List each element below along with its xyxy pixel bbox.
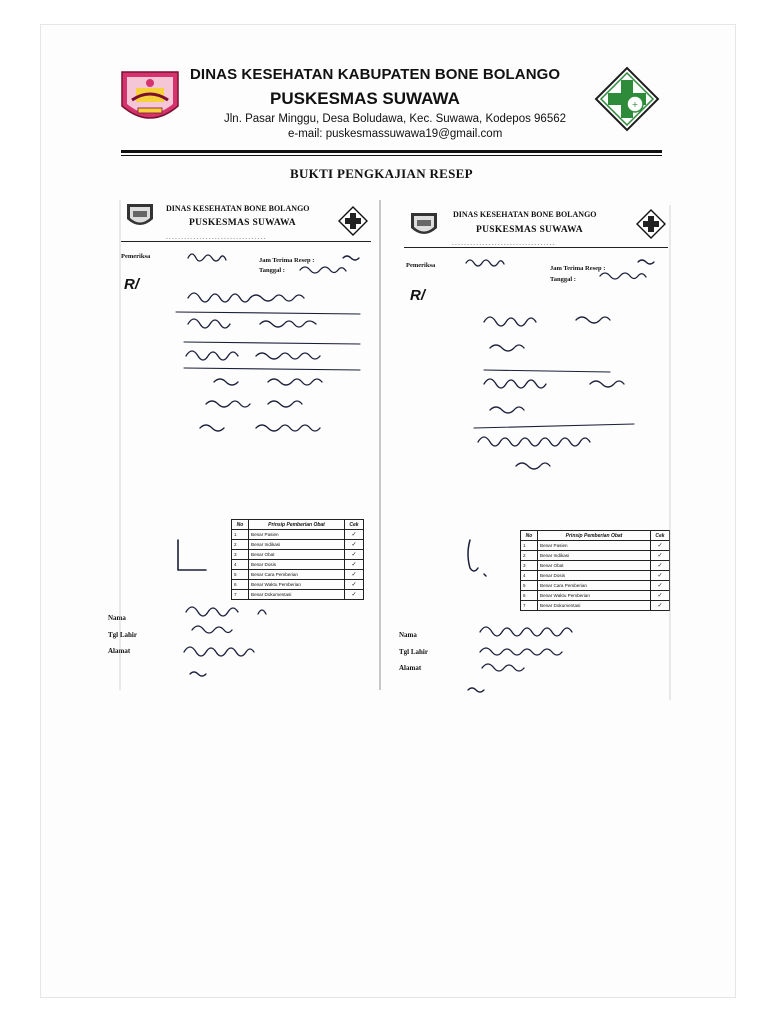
handwritten-rx-line <box>188 293 304 302</box>
rx-symbol: R/ <box>124 276 139 293</box>
slip-address-fine-print: - - - - - - - - - - - - - - - - - - - - - - - - - - - - - - - - - - <box>452 242 555 248</box>
col-principle: Prinsip Pemberian Obat <box>249 520 345 530</box>
label-alamat: Alamat <box>108 647 131 655</box>
table-row: 7 Benar Dokumentasi ✓ <box>521 601 670 611</box>
col-no: No <box>521 531 538 541</box>
check-mark: ✓ <box>345 590 364 600</box>
handwritten-signature <box>468 540 486 576</box>
slip-agency: DINAS KESEHATAN BONE BOLANGO <box>453 210 597 219</box>
handwritten-rx-line <box>186 351 320 360</box>
check-mark: ✓ <box>651 541 670 551</box>
address: Jln. Pasar Minggu, Desa Boludawa, Kec. Suwawa, Kodepos 96562 <box>224 113 567 125</box>
handwritten-examiner <box>188 254 226 261</box>
handwritten-time <box>343 256 359 260</box>
label-tanggal: Tanggal : <box>550 276 576 283</box>
table-row: 6 Benar Waktu Pemberian ✓ <box>521 591 670 601</box>
table-row: 3 Benar Obat ✓ <box>521 561 670 571</box>
table-row: 1 Benar Pasien ✓ <box>232 530 364 540</box>
label-pemeriksa: Pemeriksa <box>406 262 436 269</box>
check-mark: ✓ <box>651 591 670 601</box>
label-tanggal: Tanggal : <box>259 267 285 274</box>
handwritten-rx-line <box>484 317 610 326</box>
document-title: BUKTI PENGKAJIAN RESEP <box>290 166 473 181</box>
handwritten-rx-line <box>206 401 302 407</box>
handwritten-date <box>300 267 346 273</box>
handwritten-rx-line <box>188 319 316 328</box>
handwritten-patient-name <box>186 607 266 616</box>
label-tgl-lahir: Tgl Lahir <box>399 648 428 656</box>
table-row: 4 Benar Dosis ✓ <box>232 560 364 570</box>
handwritten-signature <box>178 540 206 570</box>
check-mark: ✓ <box>651 601 670 611</box>
table-row: 5 Benar Cara Pemberian ✓ <box>232 570 364 580</box>
handwritten-rx-line <box>484 379 624 388</box>
handwritten-examiner <box>466 260 504 266</box>
check-mark: ✓ <box>345 560 364 570</box>
check-mark: ✓ <box>651 581 670 591</box>
handwritten-date <box>600 273 646 279</box>
table-row: 2 Benar Indikasi ✓ <box>521 551 670 561</box>
handwritten-rx-line <box>490 345 524 351</box>
col-principle: Prinsip Pemberian Obat <box>538 531 651 541</box>
handwritten-rx-line <box>214 379 322 385</box>
check-mark: ✓ <box>651 551 670 561</box>
rx-symbol: R/ <box>410 287 425 304</box>
label-tgl-lahir: Tgl Lahir <box>108 631 137 639</box>
handwritten-birth-date <box>192 626 232 633</box>
check-mark: ✓ <box>651 561 670 571</box>
slip-address-fine-print: - - - - - - - - - - - - - - - - - - - - - - - - - - - - - - - - - <box>166 236 266 242</box>
label-jam-terima: Jam Terima Resep : <box>259 257 315 264</box>
facility-name: PUSKESMAS SUWAWA <box>270 89 460 108</box>
handwritten-time <box>638 260 654 264</box>
handwritten-time-note <box>468 688 484 692</box>
col-check: Cek <box>651 531 670 541</box>
email: e-mail: puskesmassuwawa19@gmail.com <box>288 128 503 140</box>
check-mark: ✓ <box>345 580 364 590</box>
slip-agency: DINAS KESEHATAN BONE BOLANGO <box>166 204 310 213</box>
label-nama: Nama <box>399 631 417 639</box>
table-row: 5 Benar Cara Pemberian ✓ <box>521 581 670 591</box>
table-row: 2 Benar Indikasi ✓ <box>232 540 364 550</box>
table-row: 1 Benar Pasien ✓ <box>521 541 670 551</box>
col-check: Cek <box>345 520 364 530</box>
handwritten-address <box>482 664 524 671</box>
table-row: 4 Benar Dosis ✓ <box>521 571 670 581</box>
slip-facility: PUSKESMAS SUWAWA <box>476 225 583 235</box>
handwritten-rx-line <box>516 463 550 469</box>
handwritten-divider <box>474 370 634 428</box>
handwritten-address <box>184 647 254 656</box>
check-mark: ✓ <box>651 571 670 581</box>
agency-name: DINAS KESEHATAN KABUPATEN BONE BOLANGO <box>190 66 561 83</box>
slip-facility: PUSKESMAS SUWAWA <box>189 218 296 228</box>
handwritten-birth-date <box>480 648 562 655</box>
check-mark: ✓ <box>345 570 364 580</box>
label-alamat: Alamat <box>399 664 422 672</box>
handwritten-rx-line <box>478 437 590 446</box>
svg-text:+: + <box>631 100 639 109</box>
label-jam-terima: Jam Terima Resep : <box>550 265 606 272</box>
label-nama: Nama <box>108 614 126 622</box>
table-row: 3 Benar Obat ✓ <box>232 550 364 560</box>
handwritten-rx-line <box>200 425 320 431</box>
check-mark: ✓ <box>345 550 364 560</box>
handwritten-rx-line <box>490 407 524 413</box>
handwritten-patient-name <box>480 627 572 636</box>
table-row: 7 Benar Dokumentasi ✓ <box>232 590 364 600</box>
check-mark: ✓ <box>345 530 364 540</box>
col-no: No <box>232 520 249 530</box>
label-pemeriksa: Pemeriksa <box>121 253 151 260</box>
handwritten-time-note <box>190 672 206 676</box>
table-row: 6 Benar Waktu Pemberian ✓ <box>232 580 364 590</box>
check-mark: ✓ <box>345 540 364 550</box>
